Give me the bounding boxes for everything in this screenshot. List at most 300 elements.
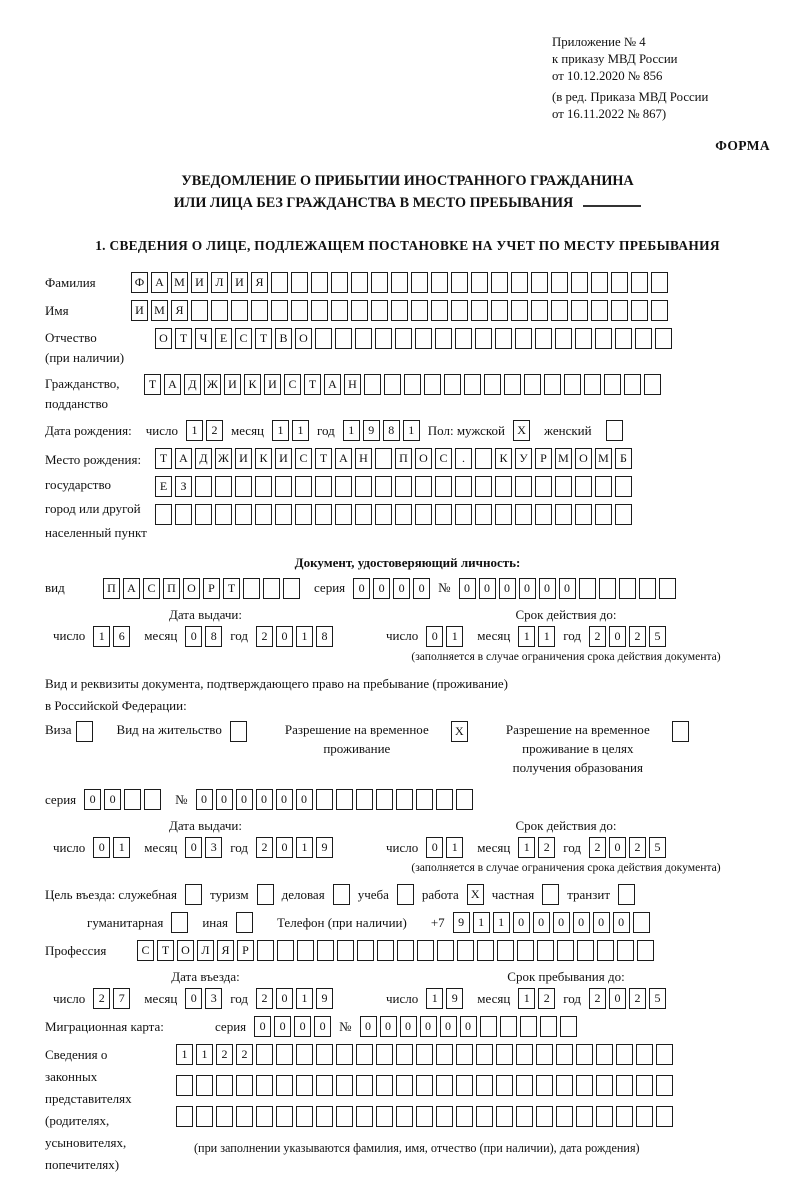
work-checkbox[interactable]: X xyxy=(467,884,484,905)
char-cell[interactable]: Я xyxy=(171,300,188,321)
char-cell[interactable]: 0 xyxy=(185,988,202,1009)
char-cell[interactable]: 0 xyxy=(420,1016,437,1037)
char-cell[interactable] xyxy=(275,476,292,497)
char-cell[interactable] xyxy=(476,1106,493,1127)
char-cell[interactable] xyxy=(611,300,628,321)
char-cell[interactable]: 9 xyxy=(363,420,380,441)
char-cell[interactable] xyxy=(597,940,614,961)
char-cell[interactable] xyxy=(531,272,548,293)
char-cell[interactable]: 0 xyxy=(196,789,213,810)
char-cell[interactable] xyxy=(411,300,428,321)
char-cell[interactable]: 1 xyxy=(518,626,535,647)
char-cell[interactable] xyxy=(331,300,348,321)
char-cell[interactable] xyxy=(276,1044,293,1065)
char-cell[interactable] xyxy=(291,300,308,321)
char-cell[interactable]: 1 xyxy=(186,420,203,441)
char-cell[interactable]: 2 xyxy=(629,626,646,647)
char-cell[interactable] xyxy=(636,1044,653,1065)
char-cell[interactable] xyxy=(417,940,434,961)
char-cell[interactable]: 8 xyxy=(205,626,222,647)
char-cell[interactable]: 1 xyxy=(446,837,463,858)
char-cell[interactable] xyxy=(144,789,161,810)
char-cell[interactable] xyxy=(557,940,574,961)
char-cell[interactable] xyxy=(516,1044,533,1065)
char-cell[interactable]: Ч xyxy=(195,328,212,349)
char-cell[interactable] xyxy=(357,940,374,961)
char-cell[interactable]: 1 xyxy=(113,837,130,858)
char-cell[interactable]: К xyxy=(495,448,512,469)
char-cell[interactable] xyxy=(336,789,353,810)
char-cell[interactable] xyxy=(335,328,352,349)
char-cell[interactable] xyxy=(397,940,414,961)
char-cell[interactable] xyxy=(271,272,288,293)
char-cell[interactable]: 0 xyxy=(426,837,443,858)
char-cell[interactable] xyxy=(295,504,312,525)
char-cell[interactable] xyxy=(256,1106,273,1127)
char-cell[interactable] xyxy=(535,476,552,497)
char-cell[interactable]: И xyxy=(275,448,292,469)
char-cell[interactable] xyxy=(416,1106,433,1127)
char-cell[interactable]: 0 xyxy=(460,1016,477,1037)
char-cell[interactable]: Р xyxy=(203,578,220,599)
char-cell[interactable] xyxy=(256,1075,273,1096)
char-cell[interactable]: А xyxy=(175,448,192,469)
char-cell[interactable] xyxy=(376,789,393,810)
char-cell[interactable] xyxy=(316,1075,333,1096)
char-cell[interactable] xyxy=(155,504,172,525)
char-cell[interactable]: О xyxy=(295,328,312,349)
char-cell[interactable] xyxy=(656,1075,673,1096)
char-cell[interactable]: 5 xyxy=(649,988,666,1009)
char-cell[interactable] xyxy=(315,504,332,525)
male-checkbox[interactable]: X xyxy=(513,420,530,441)
char-cell[interactable] xyxy=(517,940,534,961)
char-cell[interactable]: Ж xyxy=(204,374,221,395)
char-cell[interactable]: 0 xyxy=(296,789,313,810)
char-cell[interactable]: 0 xyxy=(426,626,443,647)
char-cell[interactable] xyxy=(231,300,248,321)
char-cell[interactable] xyxy=(436,1106,453,1127)
char-cell[interactable] xyxy=(555,504,572,525)
char-cell[interactable]: А xyxy=(335,448,352,469)
char-cell[interactable] xyxy=(471,272,488,293)
char-cell[interactable]: 3 xyxy=(205,988,222,1009)
char-cell[interactable] xyxy=(596,1106,613,1127)
official-checkbox[interactable] xyxy=(185,884,202,905)
char-cell[interactable] xyxy=(176,1106,193,1127)
char-cell[interactable] xyxy=(243,578,260,599)
char-cell[interactable]: Т xyxy=(304,374,321,395)
char-cell[interactable] xyxy=(196,1106,213,1127)
char-cell[interactable] xyxy=(195,476,212,497)
char-cell[interactable] xyxy=(396,1044,413,1065)
char-cell[interactable] xyxy=(191,300,208,321)
char-cell[interactable] xyxy=(236,1075,253,1096)
char-cell[interactable] xyxy=(216,1075,233,1096)
char-cell[interactable] xyxy=(516,1106,533,1127)
char-cell[interactable] xyxy=(456,1075,473,1096)
char-cell[interactable] xyxy=(437,940,454,961)
char-cell[interactable]: А xyxy=(151,272,168,293)
char-cell[interactable]: 7 xyxy=(113,988,130,1009)
char-cell[interactable] xyxy=(296,1075,313,1096)
char-cell[interactable] xyxy=(456,1106,473,1127)
char-cell[interactable]: 1 xyxy=(426,988,443,1009)
char-cell[interactable]: О xyxy=(415,448,432,469)
char-cell[interactable]: Т xyxy=(255,328,272,349)
char-cell[interactable] xyxy=(571,272,588,293)
char-cell[interactable]: А xyxy=(164,374,181,395)
char-cell[interactable] xyxy=(291,272,308,293)
char-cell[interactable] xyxy=(335,504,352,525)
char-cell[interactable]: 0 xyxy=(104,789,121,810)
char-cell[interactable] xyxy=(315,476,332,497)
char-cell[interactable] xyxy=(496,1075,513,1096)
char-cell[interactable]: Р xyxy=(237,940,254,961)
char-cell[interactable] xyxy=(475,448,492,469)
char-cell[interactable] xyxy=(496,1106,513,1127)
char-cell[interactable] xyxy=(176,1075,193,1096)
residence-permit-checkbox[interactable] xyxy=(230,721,247,742)
char-cell[interactable] xyxy=(336,1044,353,1065)
char-cell[interactable] xyxy=(576,1075,593,1096)
char-cell[interactable] xyxy=(576,1044,593,1065)
char-cell[interactable]: 5 xyxy=(649,626,666,647)
char-cell[interactable] xyxy=(296,1044,313,1065)
char-cell[interactable]: 0 xyxy=(400,1016,417,1037)
char-cell[interactable] xyxy=(477,940,494,961)
char-cell[interactable]: О xyxy=(155,328,172,349)
char-cell[interactable] xyxy=(395,328,412,349)
char-cell[interactable] xyxy=(524,374,541,395)
char-cell[interactable] xyxy=(376,1044,393,1065)
char-cell[interactable] xyxy=(556,1075,573,1096)
char-cell[interactable] xyxy=(476,1044,493,1065)
char-cell[interactable] xyxy=(480,1016,497,1037)
char-cell[interactable]: М xyxy=(595,448,612,469)
char-cell[interactable] xyxy=(617,940,634,961)
char-cell[interactable]: С xyxy=(295,448,312,469)
char-cell[interactable]: 0 xyxy=(459,578,476,599)
char-cell[interactable] xyxy=(297,940,314,961)
char-cell[interactable]: А xyxy=(123,578,140,599)
char-cell[interactable] xyxy=(584,374,601,395)
char-cell[interactable] xyxy=(656,1044,673,1065)
char-cell[interactable] xyxy=(655,328,672,349)
char-cell[interactable]: О xyxy=(575,448,592,469)
char-cell[interactable] xyxy=(515,504,532,525)
char-cell[interactable]: 2 xyxy=(589,988,606,1009)
char-cell[interactable]: 2 xyxy=(93,988,110,1009)
char-cell[interactable] xyxy=(656,1106,673,1127)
char-cell[interactable] xyxy=(491,300,508,321)
char-cell[interactable] xyxy=(451,272,468,293)
char-cell[interactable] xyxy=(500,1016,517,1037)
char-cell[interactable] xyxy=(295,476,312,497)
char-cell[interactable] xyxy=(659,578,676,599)
char-cell[interactable]: 2 xyxy=(216,1044,233,1065)
char-cell[interactable] xyxy=(257,940,274,961)
char-cell[interactable]: 0 xyxy=(513,912,530,933)
char-cell[interactable] xyxy=(495,328,512,349)
char-cell[interactable] xyxy=(615,476,632,497)
char-cell[interactable]: 0 xyxy=(254,1016,271,1037)
char-cell[interactable] xyxy=(336,1075,353,1096)
char-cell[interactable]: 2 xyxy=(538,988,555,1009)
char-cell[interactable]: 3 xyxy=(205,837,222,858)
char-cell[interactable] xyxy=(396,789,413,810)
char-cell[interactable] xyxy=(404,374,421,395)
char-cell[interactable]: П xyxy=(395,448,412,469)
char-cell[interactable]: 2 xyxy=(256,626,273,647)
char-cell[interactable] xyxy=(611,272,628,293)
char-cell[interactable] xyxy=(651,272,668,293)
char-cell[interactable] xyxy=(351,300,368,321)
char-cell[interactable] xyxy=(451,300,468,321)
char-cell[interactable] xyxy=(457,940,474,961)
char-cell[interactable] xyxy=(391,300,408,321)
transit-checkbox[interactable] xyxy=(618,884,635,905)
char-cell[interactable]: О xyxy=(177,940,194,961)
char-cell[interactable] xyxy=(575,476,592,497)
char-cell[interactable]: 0 xyxy=(84,789,101,810)
char-cell[interactable] xyxy=(416,1044,433,1065)
char-cell[interactable]: 9 xyxy=(446,988,463,1009)
char-cell[interactable] xyxy=(175,504,192,525)
char-cell[interactable]: 8 xyxy=(316,626,333,647)
char-cell[interactable] xyxy=(551,272,568,293)
char-cell[interactable] xyxy=(215,504,232,525)
temp-residence-checkbox[interactable]: X xyxy=(451,721,468,742)
char-cell[interactable] xyxy=(283,578,300,599)
char-cell[interactable] xyxy=(520,1016,537,1037)
char-cell[interactable] xyxy=(396,1106,413,1127)
char-cell[interactable] xyxy=(551,300,568,321)
char-cell[interactable]: 0 xyxy=(539,578,556,599)
char-cell[interactable]: Р xyxy=(535,448,552,469)
char-cell[interactable] xyxy=(311,300,328,321)
char-cell[interactable]: 0 xyxy=(559,578,576,599)
char-cell[interactable] xyxy=(316,789,333,810)
char-cell[interactable] xyxy=(639,578,656,599)
char-cell[interactable]: С xyxy=(235,328,252,349)
char-cell[interactable] xyxy=(375,448,392,469)
char-cell[interactable] xyxy=(537,940,554,961)
char-cell[interactable]: 0 xyxy=(294,1016,311,1037)
char-cell[interactable] xyxy=(444,374,461,395)
char-cell[interactable]: 0 xyxy=(609,837,626,858)
char-cell[interactable] xyxy=(575,328,592,349)
tourism-checkbox[interactable] xyxy=(257,884,274,905)
char-cell[interactable] xyxy=(277,940,294,961)
char-cell[interactable] xyxy=(555,328,572,349)
char-cell[interactable] xyxy=(560,1016,577,1037)
char-cell[interactable] xyxy=(436,789,453,810)
char-cell[interactable]: 2 xyxy=(538,837,555,858)
char-cell[interactable]: 2 xyxy=(256,988,273,1009)
char-cell[interactable] xyxy=(484,374,501,395)
char-cell[interactable] xyxy=(376,1106,393,1127)
char-cell[interactable] xyxy=(471,300,488,321)
char-cell[interactable] xyxy=(496,1044,513,1065)
char-cell[interactable] xyxy=(356,1044,373,1065)
char-cell[interactable]: 0 xyxy=(93,837,110,858)
char-cell[interactable] xyxy=(355,476,372,497)
char-cell[interactable] xyxy=(391,272,408,293)
char-cell[interactable]: 0 xyxy=(609,988,626,1009)
char-cell[interactable] xyxy=(456,1044,473,1065)
char-cell[interactable] xyxy=(316,1044,333,1065)
char-cell[interactable]: 0 xyxy=(216,789,233,810)
char-cell[interactable] xyxy=(575,504,592,525)
char-cell[interactable] xyxy=(535,328,552,349)
char-cell[interactable] xyxy=(415,504,432,525)
char-cell[interactable] xyxy=(456,789,473,810)
char-cell[interactable] xyxy=(375,504,392,525)
char-cell[interactable] xyxy=(311,272,328,293)
char-cell[interactable] xyxy=(491,272,508,293)
char-cell[interactable]: 1 xyxy=(93,626,110,647)
char-cell[interactable]: 1 xyxy=(196,1044,213,1065)
char-cell[interactable] xyxy=(255,504,272,525)
char-cell[interactable] xyxy=(515,476,532,497)
other-checkbox[interactable] xyxy=(236,912,253,933)
char-cell[interactable] xyxy=(636,1106,653,1127)
char-cell[interactable] xyxy=(511,272,528,293)
char-cell[interactable]: Н xyxy=(355,448,372,469)
char-cell[interactable] xyxy=(375,476,392,497)
char-cell[interactable] xyxy=(497,940,514,961)
char-cell[interactable] xyxy=(455,504,472,525)
char-cell[interactable]: С xyxy=(143,578,160,599)
char-cell[interactable] xyxy=(495,476,512,497)
char-cell[interactable] xyxy=(235,476,252,497)
char-cell[interactable]: Н xyxy=(344,374,361,395)
char-cell[interactable] xyxy=(475,476,492,497)
char-cell[interactable]: В xyxy=(275,328,292,349)
char-cell[interactable]: 1 xyxy=(473,912,490,933)
char-cell[interactable] xyxy=(395,476,412,497)
char-cell[interactable]: 1 xyxy=(518,837,535,858)
char-cell[interactable]: 2 xyxy=(236,1044,253,1065)
char-cell[interactable]: 1 xyxy=(538,626,555,647)
char-cell[interactable]: И xyxy=(224,374,241,395)
char-cell[interactable] xyxy=(579,578,596,599)
char-cell[interactable]: Ж xyxy=(215,448,232,469)
char-cell[interactable]: Я xyxy=(251,272,268,293)
char-cell[interactable] xyxy=(577,940,594,961)
char-cell[interactable] xyxy=(464,374,481,395)
char-cell[interactable] xyxy=(371,272,388,293)
char-cell[interactable] xyxy=(351,272,368,293)
char-cell[interactable] xyxy=(555,476,572,497)
char-cell[interactable]: 1 xyxy=(446,626,463,647)
char-cell[interactable]: 0 xyxy=(553,912,570,933)
char-cell[interactable] xyxy=(396,1075,413,1096)
char-cell[interactable] xyxy=(356,789,373,810)
char-cell[interactable]: 6 xyxy=(113,626,130,647)
char-cell[interactable]: 9 xyxy=(453,912,470,933)
char-cell[interactable] xyxy=(315,328,332,349)
char-cell[interactable] xyxy=(431,300,448,321)
char-cell[interactable] xyxy=(476,1075,493,1096)
visa-checkbox[interactable] xyxy=(76,721,93,742)
char-cell[interactable] xyxy=(511,300,528,321)
char-cell[interactable]: О xyxy=(183,578,200,599)
char-cell[interactable]: 5 xyxy=(649,837,666,858)
char-cell[interactable]: А xyxy=(324,374,341,395)
char-cell[interactable] xyxy=(195,504,212,525)
char-cell[interactable] xyxy=(215,476,232,497)
char-cell[interactable]: 8 xyxy=(383,420,400,441)
char-cell[interactable]: 1 xyxy=(292,420,309,441)
char-cell[interactable]: 0 xyxy=(413,578,430,599)
char-cell[interactable] xyxy=(435,328,452,349)
char-cell[interactable]: Б xyxy=(615,448,632,469)
char-cell[interactable]: П xyxy=(103,578,120,599)
char-cell[interactable] xyxy=(637,940,654,961)
char-cell[interactable]: Я xyxy=(217,940,234,961)
char-cell[interactable] xyxy=(651,300,668,321)
char-cell[interactable]: 0 xyxy=(593,912,610,933)
char-cell[interactable]: 1 xyxy=(343,420,360,441)
char-cell[interactable] xyxy=(235,504,252,525)
char-cell[interactable]: 1 xyxy=(296,988,313,1009)
char-cell[interactable]: 0 xyxy=(499,578,516,599)
char-cell[interactable]: 2 xyxy=(589,626,606,647)
study-checkbox[interactable] xyxy=(397,884,414,905)
char-cell[interactable] xyxy=(591,300,608,321)
char-cell[interactable]: 0 xyxy=(236,789,253,810)
char-cell[interactable]: 0 xyxy=(533,912,550,933)
char-cell[interactable]: 1 xyxy=(493,912,510,933)
char-cell[interactable] xyxy=(263,578,280,599)
char-cell[interactable]: Т xyxy=(155,448,172,469)
char-cell[interactable]: 1 xyxy=(296,837,313,858)
char-cell[interactable]: У xyxy=(515,448,532,469)
char-cell[interactable]: 0 xyxy=(360,1016,377,1037)
char-cell[interactable] xyxy=(364,374,381,395)
char-cell[interactable]: 0 xyxy=(393,578,410,599)
char-cell[interactable] xyxy=(631,300,648,321)
char-cell[interactable] xyxy=(595,504,612,525)
char-cell[interactable]: 0 xyxy=(440,1016,457,1037)
char-cell[interactable]: 0 xyxy=(185,837,202,858)
char-cell[interactable]: 2 xyxy=(629,837,646,858)
char-cell[interactable]: Т xyxy=(175,328,192,349)
char-cell[interactable]: Е xyxy=(155,476,172,497)
char-cell[interactable] xyxy=(336,1106,353,1127)
char-cell[interactable]: И xyxy=(235,448,252,469)
char-cell[interactable] xyxy=(431,272,448,293)
char-cell[interactable]: М xyxy=(171,272,188,293)
char-cell[interactable] xyxy=(455,328,472,349)
char-cell[interactable]: С xyxy=(284,374,301,395)
char-cell[interactable]: . xyxy=(455,448,472,469)
char-cell[interactable]: 9 xyxy=(316,988,333,1009)
char-cell[interactable] xyxy=(536,1075,553,1096)
char-cell[interactable]: 0 xyxy=(380,1016,397,1037)
char-cell[interactable]: 0 xyxy=(276,626,293,647)
char-cell[interactable] xyxy=(415,328,432,349)
char-cell[interactable] xyxy=(636,1075,653,1096)
char-cell[interactable] xyxy=(196,1075,213,1096)
char-cell[interactable] xyxy=(531,300,548,321)
char-cell[interactable] xyxy=(236,1106,253,1127)
char-cell[interactable] xyxy=(536,1106,553,1127)
char-cell[interactable] xyxy=(216,1106,233,1127)
char-cell[interactable] xyxy=(276,1106,293,1127)
